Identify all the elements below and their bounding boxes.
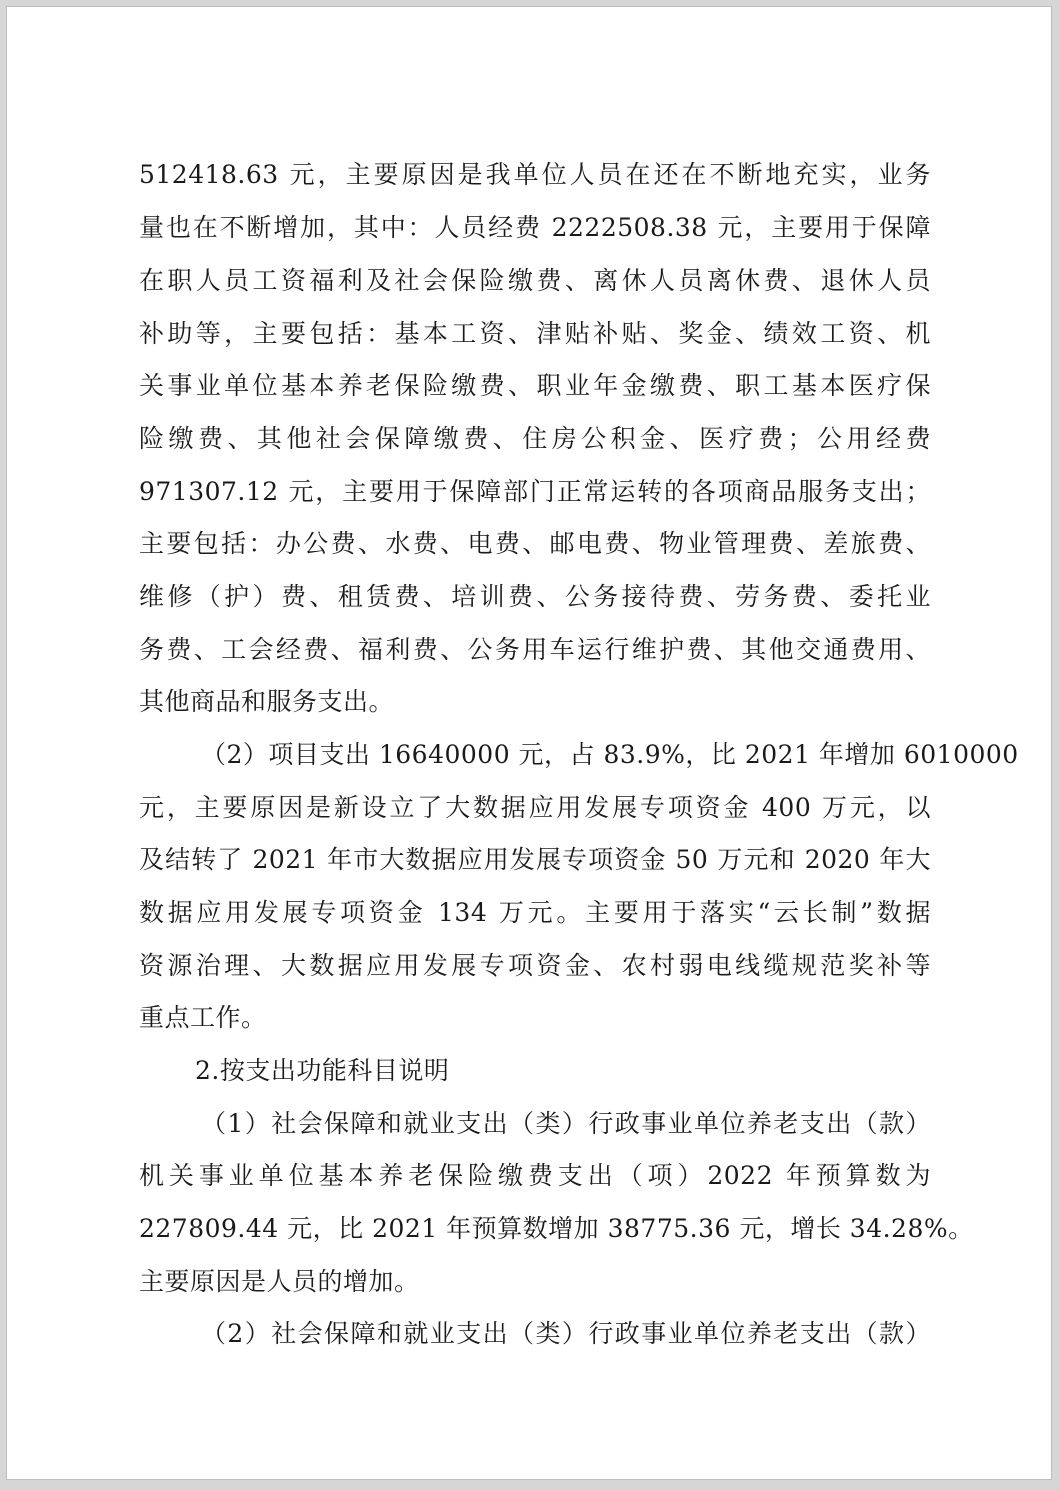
text-line: 险缴费、其他社会保障缴费、住房公积金、医疗费；公用经费 <box>139 424 931 453</box>
text-line: （2）项目支出 16640000 元，占 83.9%，比 2021 年增加 6010000 <box>201 740 1019 769</box>
text-line: 元，主要原因是新设立了大数据应用发展专项资金 400 万元，以 <box>139 793 931 822</box>
text-line: 补助等，主要包括：基本工资、津贴补贴、奖金、绩效工资、机 <box>139 319 931 348</box>
text-line: 数据应用发展专项资金 134 万元。主要用于落实“云长制”数据 <box>139 898 931 927</box>
text-line: 及结转了 2021 年市大数据应用发展专项资金 50 万元和 2020 年大 <box>139 845 931 874</box>
text-line: 在职人员工资福利及社会保险缴费、离休人员离休费、退休人员 <box>139 266 931 295</box>
text-line: 机关事业单位基本养老保险缴费支出（项）2022 年预算数为 <box>139 1161 931 1190</box>
text-line: 227809.44 元，比 2021 年预算数增加 38775.36 元，增长 34.28%。 <box>139 1214 974 1243</box>
text-line: 资源治理、大数据应用发展专项资金、农村弱电线缆规范奖补等 <box>139 951 931 980</box>
text-line: （1）社会保障和就业支出（类）行政事业单位养老支出（款） <box>201 1109 931 1138</box>
section-heading: 2.按支出功能科目说明 <box>195 1056 450 1085</box>
text-line: 务费、工会经费、福利费、公务用车运行维护费、其他交通费用、 <box>139 635 931 664</box>
text-line: 主要包括：办公费、水费、电费、邮电费、物业管理费、差旅费、 <box>139 529 931 558</box>
text-line: 量也在不断增加，其中：人员经费 2222508.38 元，主要用于保障 <box>139 213 931 242</box>
text-line: 关事业单位基本养老保险缴费、职业年金缴费、职工基本医疗保 <box>139 371 931 400</box>
text-line: 维修（护）费、租赁费、培训费、公务接待费、劳务费、委托业 <box>139 582 931 611</box>
document-page <box>6 6 1052 1480</box>
text-line: 重点工作。 <box>139 1003 267 1032</box>
text-line: 其他商品和服务支出。 <box>139 687 395 716</box>
text-line: 971307.12 元，主要用于保障部门正常运转的各项商品服务支出； <box>139 477 931 506</box>
text-line: （2）社会保障和就业支出（类）行政事业单位养老支出（款） <box>201 1319 931 1348</box>
text-line: 512418.63 元，主要原因是我单位人员在还在不断地充实，业务 <box>139 160 931 189</box>
text-line: 主要原因是人员的增加。 <box>139 1267 420 1296</box>
